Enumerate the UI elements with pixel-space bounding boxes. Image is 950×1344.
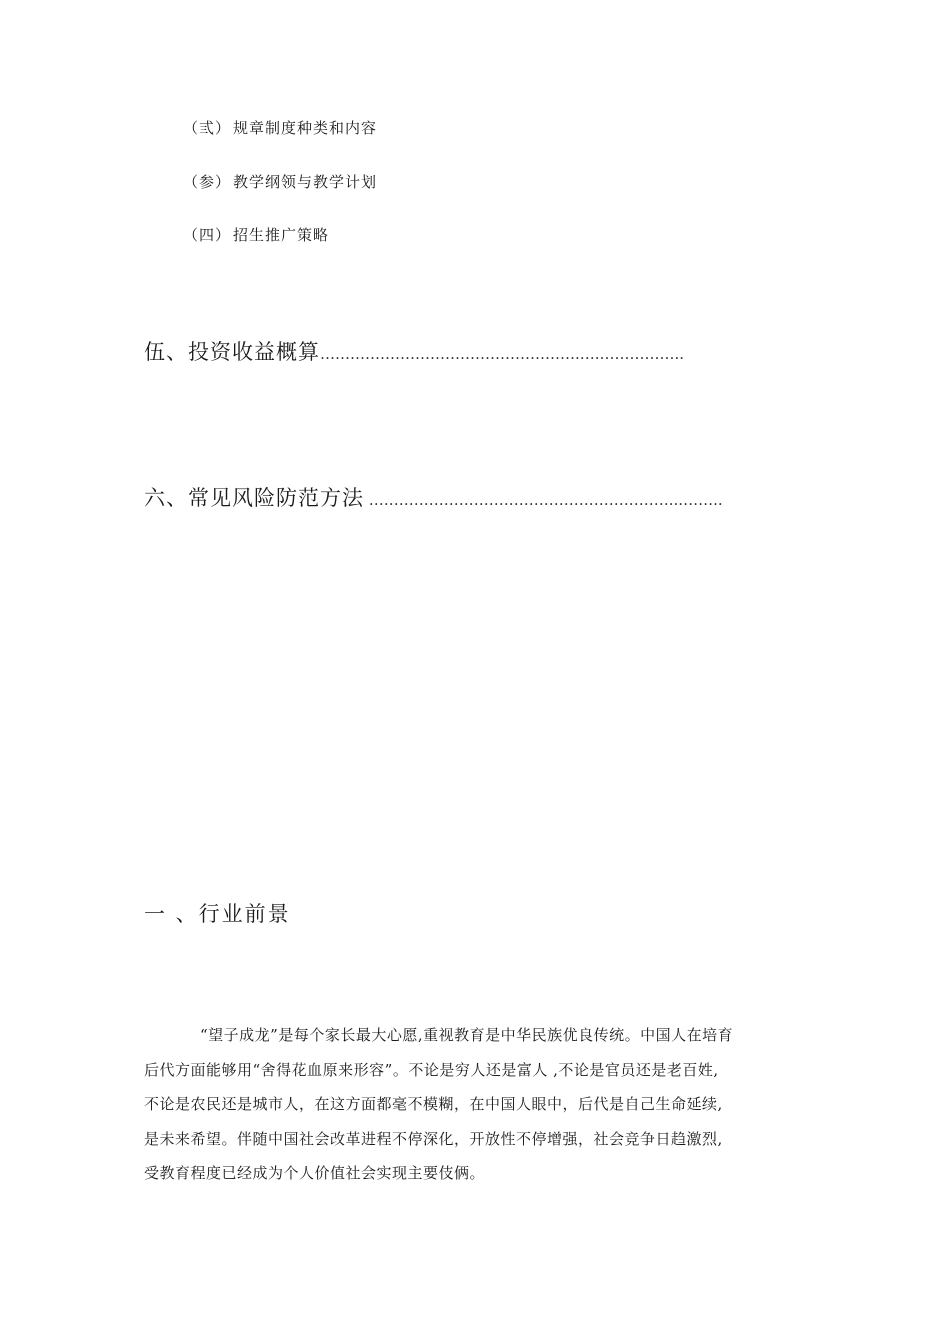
toc-subitem	[183, 171, 377, 192]
toc-entry-title: 伍、投资收益概算	[144, 340, 320, 364]
toc-entry-title: 六、常见风险防范方法	[144, 486, 364, 510]
toc-subitem	[183, 117, 377, 138]
toc-subitem-number: （弎）	[183, 119, 232, 137]
toc-subitem-number: （四）	[183, 226, 232, 244]
toc-subitem-number: （参）	[183, 173, 232, 191]
toc-subitem	[183, 224, 329, 245]
paragraph-line: 不论是农民还是城市人，在这方面都毫不模糊，在中国人眼中，后代是自己生命延续,	[144, 1095, 723, 1113]
paragraph-line: 后代方面能够用“舍得花血原来形容”。不论是穷人还是富人 ,不论是官员还是老百姓,	[144, 1060, 719, 1079]
section-heading: 一 、行业前景	[144, 902, 291, 926]
paragraph-line: 是未来希望。伴随中国社会改革进程不停深化，开放性不停增强，社会竞争日趋激烈,	[144, 1129, 723, 1148]
toc-subitem-text: 招生推广策略	[233, 226, 330, 244]
toc-leader-dots: …………………………………………….….……………..	[320, 345, 685, 363]
toc-entry-investment	[144, 336, 684, 366]
paragraph-line: “望子成龙”是每个家长最大心愿,重视教育是中华民族优良传统。中国人在培育	[200, 1026, 734, 1044]
toc-leader-dots: ……………………………………………………...……..	[364, 491, 723, 509]
toc-subitem-text: 教学纲领与教学计划	[233, 173, 378, 191]
paragraph-line: 受教育程度已经成为个人价值社会实现主要伎俩。	[144, 1164, 486, 1182]
toc-subitem-text: 规章制度种类和内容	[233, 119, 378, 137]
body-paragraph	[144, 1018, 824, 1191]
toc-entry-risk	[144, 482, 723, 512]
